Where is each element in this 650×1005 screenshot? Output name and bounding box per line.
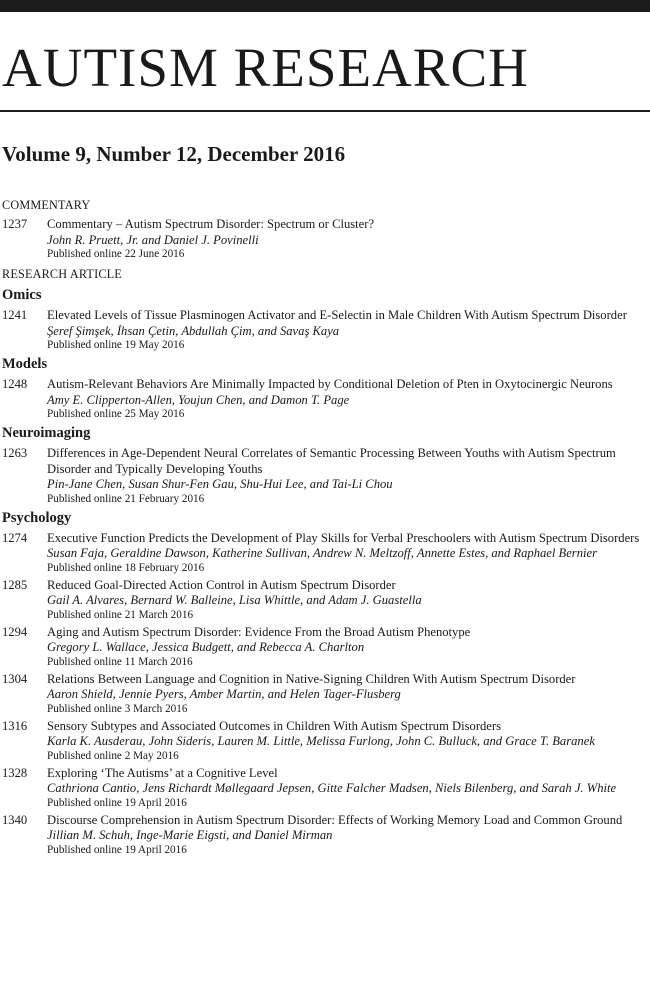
publication-date: Published online 22 June 2016 bbox=[47, 248, 185, 260]
publication-date: Published online 18 February 2016 bbox=[47, 561, 205, 574]
toc-entry bbox=[2, 719, 650, 763]
article-authors: Şeref Şimşek, İhsan Çetin, Abdullah Çim, and Savaş Kaya bbox=[47, 323, 340, 338]
article-authors: Gregory L. Wallace, Jessica Budgett, and Rebecca A. Charlton bbox=[47, 640, 365, 654]
entry-body bbox=[47, 531, 650, 575]
article-authors: Gail A. Alvares, Bernard W. Balleine, Lisa Whittle, and Adam J. Guastella bbox=[47, 593, 422, 607]
article-authors: Pin-Jane Chen, Susan Shur-Fen Gau, Shu-Hui Lee, and Tai-Li Chou bbox=[47, 477, 393, 491]
toc-entry bbox=[2, 672, 650, 716]
page-number: 1304 bbox=[2, 671, 28, 686]
article-authors: John R. Pruett, Jr. and Daniel J. Povinelli bbox=[47, 232, 259, 247]
title-rule bbox=[0, 110, 650, 112]
article-title: Exploring ‘The Autisms’ at a Cognitive Level bbox=[47, 765, 278, 780]
toc-entry bbox=[2, 377, 650, 421]
article-title: Elevated Levels of Tissue Plasminogen Activator and E-Selectin in Male Children With Autism Spectrum Disorder bbox=[47, 308, 627, 322]
journal-title: AUTISM RESEARCH bbox=[2, 37, 529, 98]
publication-date: Published online 19 April 2016 bbox=[47, 796, 187, 809]
article-authors: Susan Faja, Geraldine Dawson, Katherine Sullivan, Andrew N. Meltzoff, Annette Estes, and Raphael Bernier bbox=[47, 546, 597, 560]
publication-date: Published online 2 May 2016 bbox=[47, 749, 179, 762]
page-number: 1263 bbox=[2, 446, 28, 460]
toc-entry bbox=[2, 446, 650, 506]
entry-body bbox=[47, 813, 650, 857]
article-title: Autism-Relevant Behaviors Are Minimally Impacted by Conditional Deletion of Pten in Oxytocinergic Neurons bbox=[47, 377, 613, 391]
page-number: 1285 bbox=[2, 577, 28, 592]
publication-date: Published online 3 March 2016 bbox=[47, 702, 188, 715]
subsection-heading: Models bbox=[2, 356, 48, 372]
article-title: Discourse Comprehension in Autism Spectrum Disorder: Effects of Working Memory Load and Common Ground bbox=[47, 812, 623, 827]
entry-body bbox=[47, 217, 650, 261]
page-number: 1328 bbox=[2, 765, 28, 780]
section-heading: COMMENTARY bbox=[2, 198, 91, 212]
publication-date: Published online 19 April 2016 bbox=[47, 843, 187, 856]
toc-entry bbox=[2, 813, 650, 857]
entry-body bbox=[47, 672, 650, 716]
article-title: Aging and Autism Spectrum Disorder: Evidence From the Broad Autism Phenotype bbox=[47, 624, 471, 639]
article-title: Reduced Goal-Directed Action Control in Autism Spectrum Disorder bbox=[47, 577, 396, 592]
page-number: 1340 bbox=[2, 812, 28, 827]
subsection-heading: Psychology bbox=[2, 509, 72, 526]
article-title: Relations Between Language and Cognition in Native-Signing Children With Autism Spectrum Disorder bbox=[47, 671, 576, 686]
page-number: 1274 bbox=[2, 530, 28, 545]
page-number: 1316 bbox=[2, 718, 28, 733]
publication-date: Published online 19 May 2016 bbox=[47, 339, 185, 351]
article-authors: Cathriona Cantio, Jens Richardt Møllegaard Jepsen, Gitte Falcher Madsen, Niels Bilenberg, and Sarah J. White bbox=[47, 781, 617, 795]
article-title: Sensory Subtypes and Associated Outcomes in Children With Autism Spectrum Disorders bbox=[47, 718, 501, 733]
publication-date: Published online 21 March 2016 bbox=[47, 608, 194, 621]
publication-date: Published online 11 March 2016 bbox=[47, 655, 193, 668]
table-of-contents bbox=[2, 196, 650, 857]
article-title: Commentary – Autism Spectrum Disorder: Spectrum or Cluster? bbox=[47, 217, 375, 231]
page-number: 1237 bbox=[2, 217, 28, 231]
entry-body bbox=[47, 446, 650, 506]
subsection-heading: Omics bbox=[2, 287, 42, 303]
article-authors: Amy E. Clipperton-Allen, Youjun Chen, and Damon T. Page bbox=[47, 392, 350, 407]
entry-body bbox=[47, 625, 650, 669]
issue-line: Volume 9, Number 12, December 2016 bbox=[2, 142, 346, 166]
toc-entry bbox=[2, 625, 650, 669]
article-authors: Karla K. Ausderau, John Sideris, Lauren M. Little, Melissa Furlong, John C. Bulluck, and Grace T. Baranek bbox=[47, 734, 595, 748]
page-number: 1241 bbox=[2, 308, 28, 322]
article-title: Executive Function Predicts the Development of Play Skills for Verbal Preschoolers with Autism Spectrum Disorders bbox=[47, 530, 640, 545]
toc-entry bbox=[2, 531, 650, 575]
toc-entry bbox=[2, 766, 650, 810]
entry-body bbox=[47, 719, 650, 763]
toc-entry bbox=[2, 217, 650, 261]
entry-body bbox=[47, 766, 650, 810]
article-title: Differences in Age-Dependent Neural Correlates of Semantic Processing Between Youths with Autism Spectrum Disorder and Typically Developing Youths bbox=[47, 446, 616, 476]
article-authors: Aaron Shield, Jennie Pyers, Amber Martin, and Helen Tager-Flusberg bbox=[47, 687, 401, 701]
section-heading: RESEARCH ARTICLE bbox=[2, 267, 122, 281]
subsection-heading: Neuroimaging bbox=[2, 425, 91, 441]
entry-body bbox=[47, 308, 650, 352]
publication-date: Published online 25 May 2016 bbox=[47, 408, 185, 420]
publication-date: Published online 21 February 2016 bbox=[47, 492, 205, 505]
entry-body bbox=[47, 377, 650, 421]
page-number: 1294 bbox=[2, 624, 28, 639]
header-rule-bar bbox=[0, 0, 650, 12]
entry-body bbox=[47, 578, 650, 622]
toc-entry bbox=[2, 578, 650, 622]
article-authors: Jillian M. Schuh, Inge-Marie Eigsti, and Daniel Mirman bbox=[47, 828, 333, 842]
page-number: 1248 bbox=[2, 377, 28, 391]
toc-entry bbox=[2, 308, 650, 352]
